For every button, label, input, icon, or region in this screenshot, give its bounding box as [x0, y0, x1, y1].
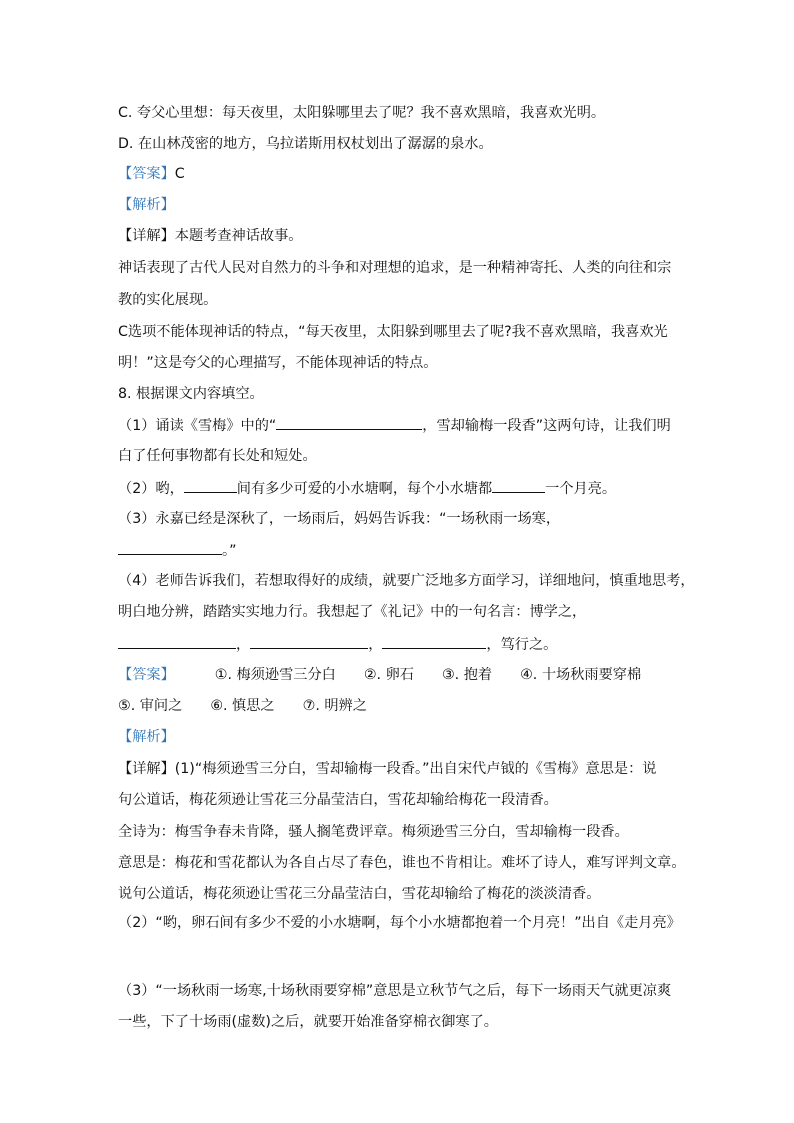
item-text: 间有多少可爱的小水塘啊，每个小水塘都: [236, 481, 493, 497]
paragraph-line: 白了任何事物都有长处和短处。: [118, 448, 317, 464]
paragraph-line: 句公道话，梅花须逊让雪花三分晶莹洁白，雪花却输给梅花一段清香。: [118, 792, 558, 808]
answer-line-7: [118, 164, 185, 184]
question-8-item-1: [118, 415, 671, 436]
item-text: ，: [236, 637, 251, 653]
answer-line-8-cont: [118, 696, 395, 716]
paragraph-line: 全诗为：梅雪争春未肯降，骚人搁笔费评章。梅须逊雪三分白，雪却输梅一段香。: [118, 824, 629, 840]
item-text: ，笃行之。: [486, 637, 558, 653]
question-8-item-4: （4）老师告诉我们，若想取得好的成绩，就要广泛地多方面学习，详细地问，慎重地思考，: [118, 573, 695, 589]
answer-item: ②. 卵石: [363, 667, 414, 683]
answer-item: ①. 梅须逊雪三分白: [214, 667, 336, 683]
paragraph-line: 意思是：梅花和雪花都认为各自占尽了春色，谁也不肯相让。难坏了诗人，难写评判文章。: [118, 855, 686, 871]
fill-blank: [250, 634, 368, 649]
answer-value: C: [174, 166, 185, 182]
answer-item: ⑥. 慎思之: [210, 698, 275, 714]
paragraph-line: 明！”这是夸父的心理描写，不能体现神话的特点。: [118, 355, 438, 371]
paragraph-line: （3）“一场秋雨一场寒,十场秋雨要穿棉”意思是立秋节气之后，每下一场雨天气就更凉爽: [118, 983, 672, 999]
paragraph-line: 一些，下了十场雨(虚数)之后，就要开始准备穿棉衣御寒了。: [118, 1014, 498, 1030]
item-text: ，: [368, 637, 383, 653]
analysis-tag: 【解析】: [118, 197, 175, 213]
question-8-item-4-blanks: [118, 634, 557, 655]
item-text: 一个月亮。: [545, 481, 617, 497]
fill-blank: [118, 540, 222, 555]
answer-item: ③. 抱着: [441, 667, 493, 683]
question-8-item-3-cont: [118, 540, 236, 561]
question-8-item-2: [118, 478, 616, 499]
option-c: C. 夸父心里想：每天夜里，太阳躲哪里去了呢？我不喜欢黑暗，我喜欢光明。: [118, 105, 606, 121]
fill-blank: [382, 634, 486, 649]
question-8-title: 8. 根据课文内容填空。: [118, 386, 264, 402]
answer-line-8: [118, 665, 641, 685]
fill-blank: [118, 634, 236, 649]
analysis-tag: 【解析】: [118, 729, 175, 745]
option-d: D. 在山林茂密的地方，乌拉诺斯用权杖划出了潺潺的泉水。: [118, 136, 493, 152]
paragraph-line: （2）“哟，卵石间有多少不爱的小水塘啊，每个小水塘都抱着一个月亮！”出自《走月亮》: [118, 915, 681, 931]
paragraph-line: C选项不能体现神话的特点，“每天夜里，太阳躲到哪里去了呢?我不喜欢黑暗，我喜欢光: [118, 324, 668, 340]
fill-blank: [184, 478, 237, 493]
answer-tag: 【答案】: [118, 667, 175, 683]
detail-line: 【详解】(1)“梅须逊雪三分白，雪却输梅一段香。”出自宋代卢钺的《雪梅》意思是：说: [118, 761, 657, 777]
answer-item: ④. 十场秋雨要穿棉: [520, 667, 642, 683]
answer-item: ⑤. 审问之: [118, 698, 183, 714]
item-text: 。”: [222, 543, 237, 559]
question-8-item-3: （3）永嘉已经是深秋了，一场雨后，妈妈告诉我：“一场秋雨一场寒，: [118, 511, 561, 527]
item-text: ，雪却输梅一段香”这两句诗，让我们明: [422, 418, 671, 434]
fill-blank: [276, 415, 422, 430]
fill-blank: [492, 478, 545, 493]
answer-item: ⑦. 明辨之: [302, 698, 367, 714]
item-text: （2）哟，: [118, 481, 184, 497]
item-text: （1）诵读《雪梅》中的“: [118, 418, 277, 434]
paragraph-line: 神话表现了古代人民对自然力的斗争和对理想的追求，是一种精神寄托、人类的向往和宗: [118, 260, 672, 276]
answer-tag: 【答案】: [118, 166, 175, 182]
detail-line: 【详解】本题考查神话故事。: [118, 228, 303, 244]
paragraph-line: 明白地分辨，踏踏实实地力行。我想起了《礼记》中的一句名言：博学之，: [118, 604, 587, 620]
paragraph-line: 教的实化展现。: [118, 292, 218, 308]
paragraph-line: 说句公道话，梅花须逊让雪花三分晶莹洁白，雪花却输给了梅花的淡淡清香。: [118, 886, 601, 902]
